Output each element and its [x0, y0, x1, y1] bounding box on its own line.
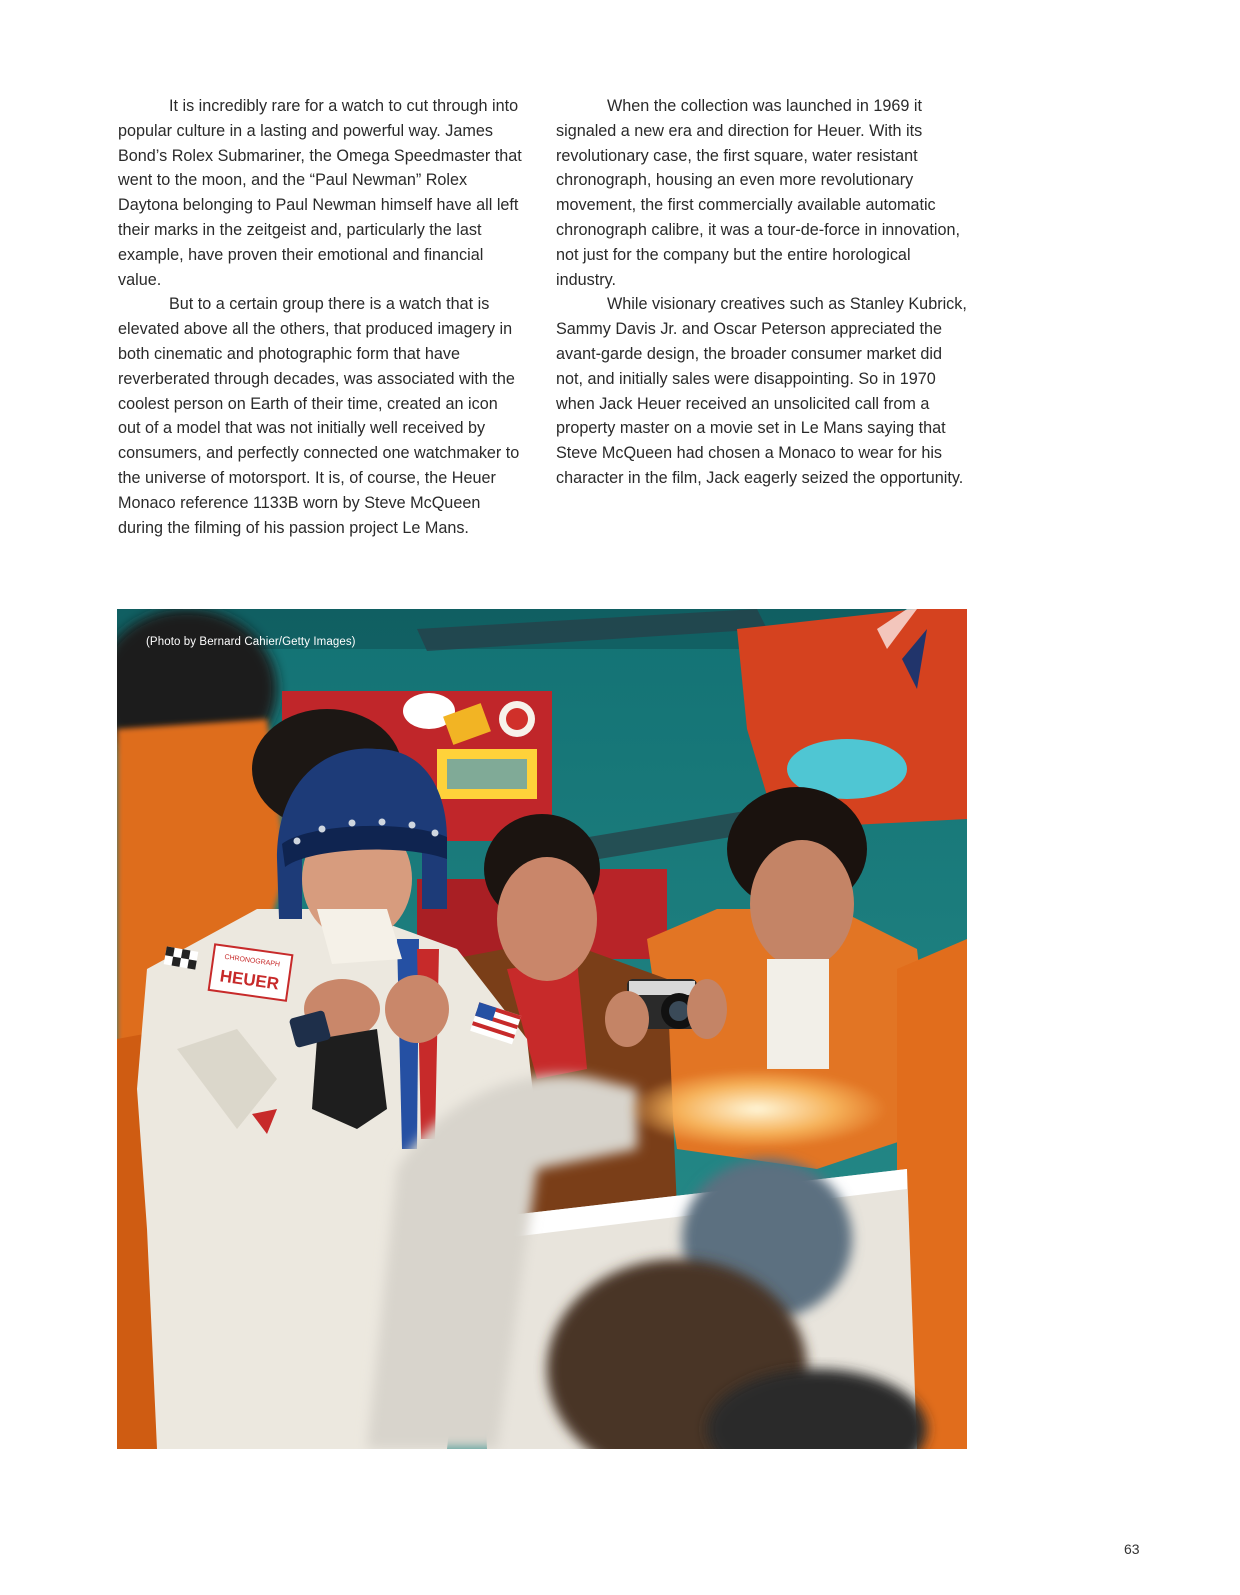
- patch-small-text: CHRONOGRAPH: [223, 953, 281, 969]
- article-right-column: [556, 94, 968, 491]
- photo-illustration: [117, 609, 967, 1449]
- article-left-column: [118, 94, 523, 540]
- page-number: 63: [1124, 1541, 1140, 1557]
- paragraph: It is incredibly rare for a watch to cut through into popular culture in a lasting and powerful way. James Bond’s Rolex Submariner, the Omega Speedmaster that went to the moon, and the “Paul Newman” Rolex Daytona belonging to Paul Newman himself have all left their marks in the zeitgeist and, particularly the last example, have proven their emotional and financial value.: [118, 97, 522, 289]
- photo-credit: (Photo by Bernard Cahier/Getty Images): [146, 636, 356, 648]
- paragraph: When the collection was launched in 1969 it signaled a new era and direction for Heuer. With its revolutionary case, the first square, water resistant chronograph, housing an even more revolutionary movement, the first commercially available automatic chronograph calibre, it was a tour-de-force in innovation, not just for the company but the entire horological industry.: [556, 97, 961, 289]
- paragraph: While visionary creatives such as Stanley Kubrick, Sammy Davis Jr. and Oscar Peterson appreciated the avant-garde design, the broader consumer market did not, and initially sales were disappointing. So in 1970 when Jack Heuer received an unsolicited call from a property master on a movie set in Le Mans saying that Steve McQueen had chosen a Monaco to wear for his character in the film, Jack eagerly seized the opportunity.: [556, 295, 967, 487]
- paragraph: But to a certain group there is a watch that is elevated above all the others, that produced imagery in both cinematic and photographic form that have reverberated through decades, was associated with the coolest person on Earth of their time, created an icon out of a model that was not initially well received by consumers, and perfectly connected one watchmaker to the universe of motorsport. It is, of course, the Heuer Monaco reference 1133B worn by Steve McQueen during the filming of his passion project Le Mans.: [118, 295, 520, 537]
- heuer-patch-text: HEUER: [218, 966, 281, 994]
- racing-photo: [117, 609, 967, 1449]
